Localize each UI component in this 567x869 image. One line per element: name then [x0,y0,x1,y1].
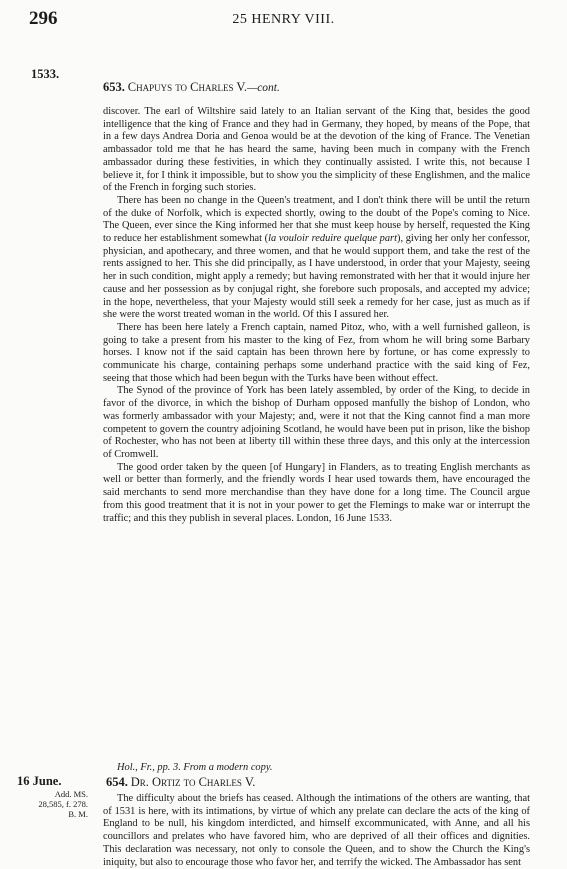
entry-654-heading [106,775,255,790]
paragraph: There has been no change in the Queen's treatment, and I don't think there will be until the return of the duke of Norfolk, which is expected shortly, owing to the doubt of the Pope's coming to Nice. The Queen, ever since the King informed her that she must keep house by herself, requested the King to reduce her establishment somewhat (la vouloir reduire quelque part), giving her only her confessor, physician, and apothecary, and three women, and that he would support them, and take the rest of the rents assigned to her. This she did principally, as I have understood, in order that your Majesty, seeing her in such condition, might apply a remedy; but having remonstrated with her that it would injure her cause and her possession as by conjugal right, she forebore such proposals, and accepted my advice; in the hope, nevertheless, that your Majesty would still seek a remedy for her case, just as much as if she were the worst treated woman in the world. Of this I assured her. [103,194,530,321]
entry-654-body [103,793,530,869]
entry-653-title: Chapuys to Charles V. [127,80,247,94]
paragraph: discover. The earl of Wiltshire said lately to an Italian servant of the King that, besides the good intelligence that the king of France and they had in Germany, they hoped, by means of the Pope, that in a few days Andrea Doria and Genoa would be at the devotion of the king of France. The Venetian ambassador told me that he has heard the same, having been much in company with the French ambassador during these festivities, in which they continually assisted. I write this, not because I believe it, for I think it impossible, but to show you the simplicity of these Englishmen, and the malice of the French in forging such stories. [103,106,530,194]
paragraph: The difficulty about the briefs has ceased. Although the intimations of the others are wanting, that of 1531 is here, with its intimations, by virtue of which any prelate can declare the acts of the king of England to be null, his kingdom interdicted, and himself excommunicated, with Anne, and all his councillors and prelates who have favored him, who are deprived of all their offices and dignities. This declaration was necessary, not only to console the Queen, and to show the Church the King's iniquity, but also to encourage those who favor her, and terrify the wicked. The Ambassador has sent [103,793,530,868]
entry-653-body [103,106,530,525]
entry-654-manuscript-ref: Add. MS. 28,585, f. 278. B. M. [38,789,88,819]
entry-653-suffix: —cont. [246,82,280,94]
entry-654-date: 16 June. [17,774,62,788]
paragraph: There has been here lately a French captain, named Pitoz, who, with a well furnished galleon, is going to take a present from his master to the king of Fez, from whom he will bring some Barbary horses. I know not if the said captain has been thrown here by fortune, or has come expressly to communicate his charge, containing perhaps some underhand practice with the said king of Fez, seeing that those which had been begun with the Turks have been without effect. [103,321,530,384]
entry-654-number: 654. [106,775,128,789]
page-number: 296 [29,8,58,29]
entry-653-source-note: Hol., Fr., pp. 3. From a modern copy. [117,762,273,773]
entry-653-number: 653. [103,80,125,94]
running-head: 25 HENRY VIII. [232,12,335,27]
entry-653-heading [103,80,280,95]
entry-654-title: Dr. Ortiz to Charles V. [130,775,256,789]
paragraph: The Synod of the province of York has been lately assembled, by order of the King, to decide in favor of the divorce, in which the bishop of Durham opposed manfully the bishop of London, who was formerly ambassador with your Majesty; and, were it not that the King cannot find a man more competent to govern the country adjoining Scotland, he would have been put in prison, like the bishop of Rochester, who has not been at liberty till within these three days, and this only at the intercession of Cromwell. [103,385,530,460]
paragraph: The good order taken by the queen [of Hungary] in Flanders, as to treating English merchants as well or better than formerly, and the friendly words I hear used towards them, have encouraged the said merchants to send more merchandise than they have done for a long time. The Council argue from this good treatment that it is not in your power to get the Flemings to make war or interrupt the traffic; and this they publish in several places. London, 16 June 1533. [103,461,530,524]
margin-year: 1533. [31,67,60,81]
